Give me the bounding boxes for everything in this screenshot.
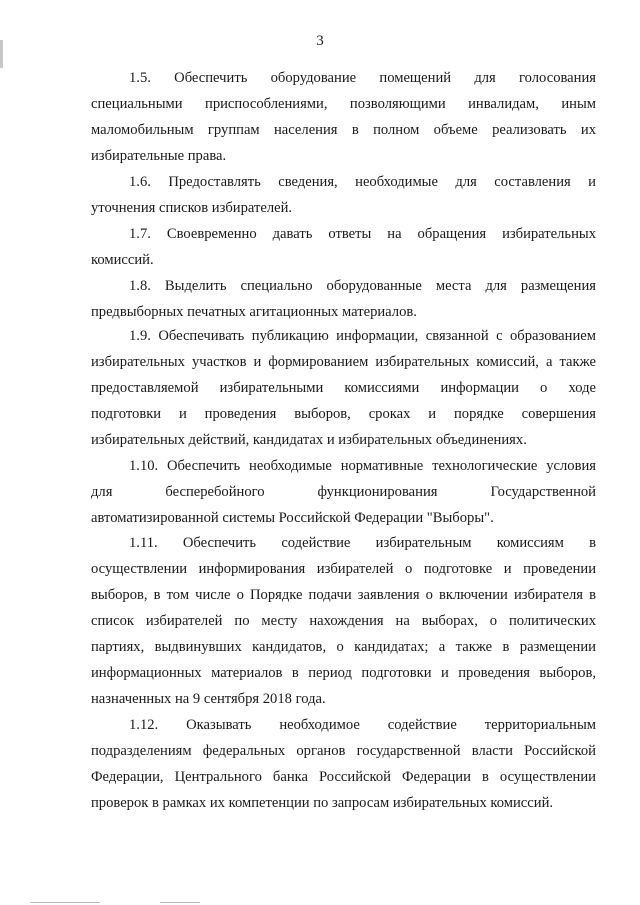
text-line: 1.9. Обеспечивать публикацию информации, связанной с образованием bbox=[129, 328, 596, 344]
paragraph-1-11 bbox=[91, 530, 596, 712]
page-number: 3 bbox=[316, 33, 324, 49]
text-line: уточнения списков избирателей. bbox=[91, 200, 293, 216]
text-line: предоставляемой избирательными комиссиями информации о ходе bbox=[91, 380, 596, 396]
text-line: автоматизированной системы Российской Федерации "Выборы". bbox=[91, 510, 494, 526]
text-line: 1.7. Своевременно давать ответы на обращения избирательных bbox=[129, 226, 596, 242]
text-line: 1.8. Выделить специально оборудованные места для размещения bbox=[129, 278, 596, 294]
text-line: осуществлении информирования избирателей о подготовке и проведении bbox=[91, 561, 596, 577]
text-line: назначенных на 9 сентября 2018 года. bbox=[91, 691, 326, 707]
text-line: для бесперебойного функционирования Государственной bbox=[91, 484, 596, 500]
scan-edge-mark bbox=[0, 40, 3, 68]
text-line: 1.6. Предоставлять сведения, необходимые для составления и bbox=[129, 174, 596, 190]
scan-edge-mark bbox=[30, 902, 100, 903]
paragraph-1-9 bbox=[91, 323, 596, 453]
text-line: выборов, в том числе о Порядке подачи заявления о включении избирателя в bbox=[91, 587, 596, 603]
text-line: избирательных участков и формированием избирательных комиссий, а также bbox=[91, 354, 596, 370]
text-line: список избирателей по месту нахождения на выборах, о политических bbox=[91, 613, 596, 629]
text-line: предвыборных печатных агитационных материалов. bbox=[91, 304, 417, 320]
text-line: 1.10. Обеспечить необходимые нормативные технологические условия bbox=[129, 458, 596, 474]
text-line: избирательные права. bbox=[91, 148, 227, 164]
text-line: подготовки и проведения выборов, сроках и порядке совершения bbox=[91, 406, 596, 422]
text-line: 1.5. Обеспечить оборудование помещений для голосования bbox=[129, 70, 596, 86]
text-line: информационных материалов в период подготовки и проведения выборов, bbox=[91, 665, 596, 681]
paragraph-1-8 bbox=[91, 273, 596, 325]
paragraph-1-12 bbox=[91, 712, 596, 816]
paragraph-1-5 bbox=[91, 65, 596, 169]
text-line: партиях, выдвинувших кандидатов, о кандидатах; а также в размещении bbox=[91, 639, 596, 655]
text-line: 1.11. Обеспечить содействие избирательным комиссиям в bbox=[129, 535, 596, 551]
text-line: маломобильным группам населения в полном объеме реализовать их bbox=[91, 122, 596, 138]
scan-edge-mark bbox=[160, 902, 200, 903]
text-line: подразделениям федеральных органов государственной власти Российской bbox=[91, 743, 596, 759]
text-line: комиссий. bbox=[91, 252, 154, 268]
paragraph-1-7 bbox=[91, 221, 596, 273]
text-line: проверок в рамках их компетенции по запросам избирательных комиссий. bbox=[91, 795, 554, 811]
text-line: Федерации, Центрального банка Российской Федерации в осуществлении bbox=[91, 769, 596, 785]
text-line: избирательных действий, кандидатах и избирательных объединениях. bbox=[91, 432, 527, 448]
text-line: специальными приспособлениями, позволяющими инвалидам, иным bbox=[91, 96, 596, 112]
paragraph-1-10 bbox=[91, 453, 596, 531]
paragraph-1-6 bbox=[91, 169, 596, 221]
text-line: 1.12. Оказывать необходимое содействие территориальным bbox=[129, 717, 596, 733]
